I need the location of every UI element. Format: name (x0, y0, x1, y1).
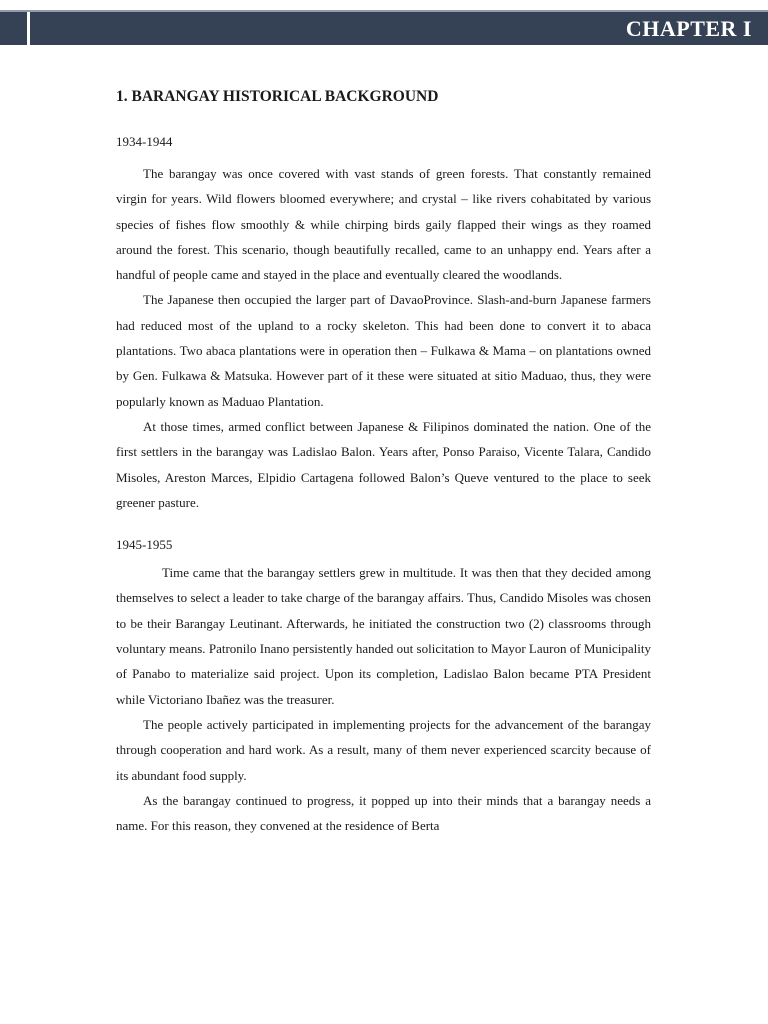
period-label: 1934-1944 (116, 134, 173, 149)
period-label: 1945-1955 (116, 537, 173, 553)
chapter-title: CHAPTER I (625, 16, 752, 41)
paragraph: As the barangay continued to progress, it popped up into their minds that a barangay needs a name. For this reason, they convened at the residence of Berta (116, 792, 651, 834)
chapter-header-band (0, 10, 768, 45)
document-body (116, 86, 651, 838)
header-tab-marker (0, 12, 30, 45)
section-heading: 1. BARANGAY HISTORICAL BACKGROUND (116, 88, 439, 105)
paragraph: Time came that the barangay settlers grew in multitude. It was then that they decided among themselves to select a leader to take charge of the barangay affairs. Thus, Candido Misoles was chosen to be their Barangay Leutinant. Afterwards, he initiated the construction two (2) classrooms through voluntary means. Patronilo Inano persistently handed out solicitation to Mayor Lauron of Municipality of Panabo to materialize said project. Upon its completion, Ladislao Balon became PTA President while Victoriano Ibañez was the treasurer. (116, 565, 651, 707)
paragraph: At those times, armed conflict between Japanese & Filipinos dominated the nation. One of the first settlers in the barangay was Ladislao Balon. Years after, Ponso Paraiso, Vicente Talara, Candido Misoles, Areston Marces, Elpidio Cartagena followed Balon’s Queve ventured to the place to seek greener pasture. (116, 418, 651, 510)
paragraph: The Japanese then occupied the larger part of DavaoProvince. Slash-and-burn Japanese farmers had reduced most of the upland to a rocky skeleton. This had been done to convert it to abaca plantations. Two abaca plantations were in operation then – Fulkawa & Mama – on plantations owned by Gen. Fulkawa & Matsuka. However part of it these were situated at sitio Maduao, thus, they were popularly known as Maduao Plantation. (116, 292, 651, 409)
paragraph: The people actively participated in implementing projects for the advancement of the barangay through cooperation and hard work. As a result, many of them never experienced scarcity because of its abundant food supply. (116, 716, 651, 783)
paragraph: The barangay was once covered with vast stands of green forests. That constantly remained virgin for years. Wild flowers bloomed everywhere; and crystal – like rivers cohabitated by various species of fishes flow smoothly & while chirping birds gaily flapped their wings as they roamed around the forest. This scenario, though beautifully recalled, came to an unhappy end. Years after a handful of people came and stayed in the place and eventually cleared the woodlands. (116, 166, 651, 283)
